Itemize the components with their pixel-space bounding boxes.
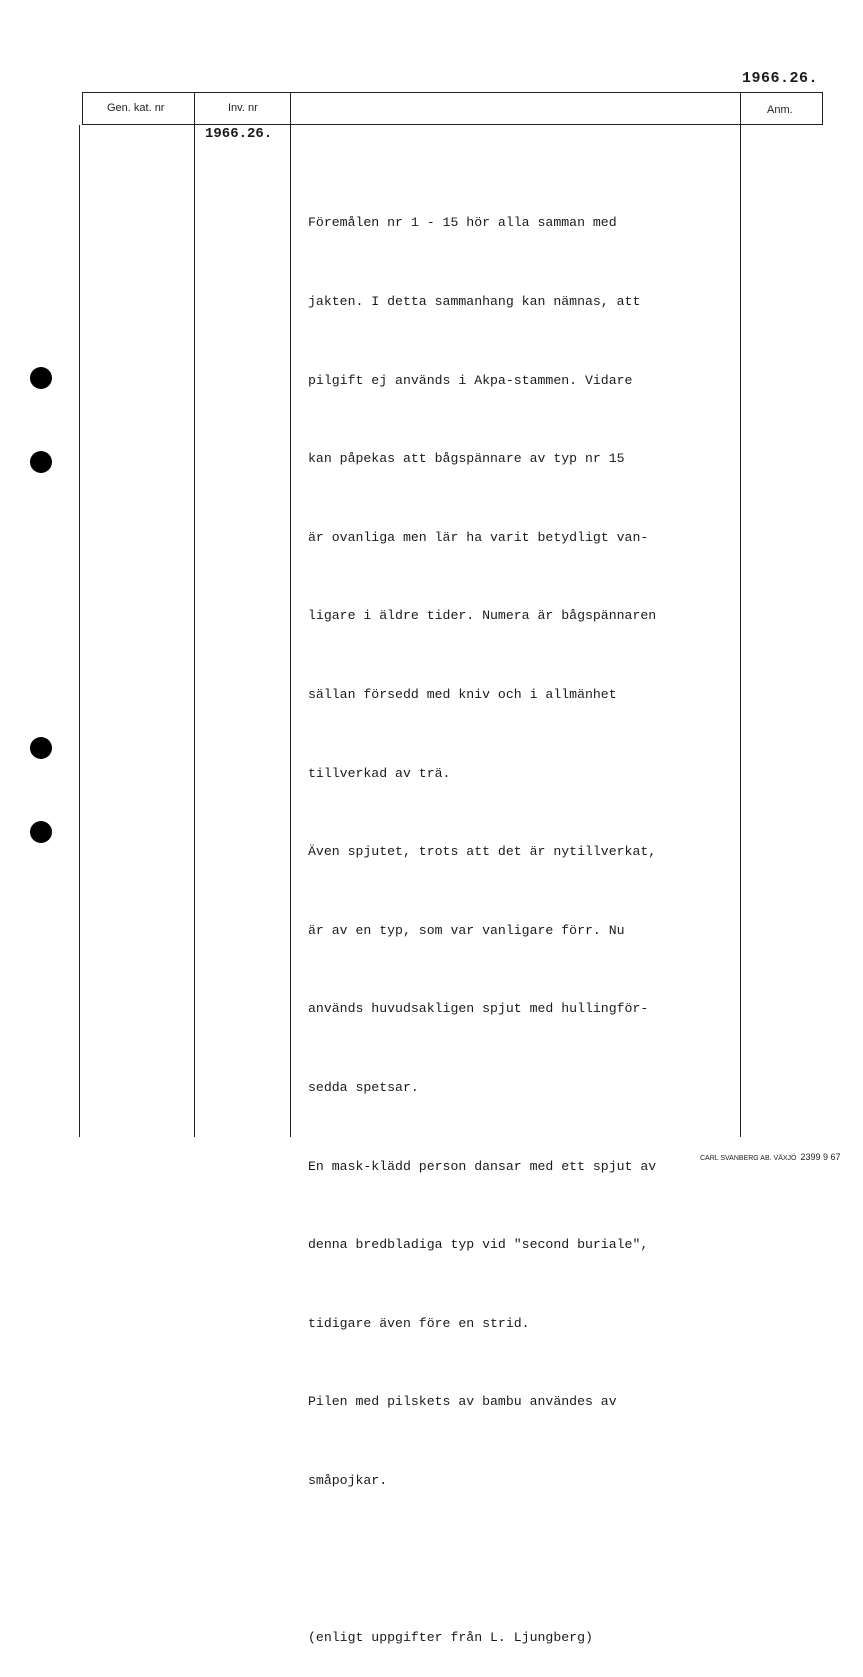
col-header-gen-kat: Gen. kat. nr <box>107 102 165 114</box>
header-inv-number: 1966.26. <box>742 70 819 87</box>
entry-inv-number: 1966.26. <box>205 126 273 142</box>
punch-hole <box>30 821 52 843</box>
col-divider-1 <box>194 92 195 1137</box>
text-line: Pilen med pilskets av bambu användes av <box>308 1394 617 1410</box>
source-line: (enligt uppgifter från L. Ljungberg) <box>308 1630 593 1646</box>
text-line: tillverkad av trä. <box>308 765 451 781</box>
text-line: används huvudsakligen spjut med hullingför- <box>308 1001 649 1017</box>
form-number: 2399 9 67 <box>800 1152 841 1162</box>
text-line: är av en typ, som var vanligare förr. Nu <box>308 922 625 938</box>
left-border <box>82 92 83 125</box>
text-line: Föremålen nr 1 - 15 hör alla samman med <box>308 215 617 231</box>
text-line: kan påpekas att bågspännare av typ nr 15 <box>308 451 625 467</box>
text-line: Även spjutet, trots att det är nytillverkat, <box>308 844 657 860</box>
left-margin-rule <box>79 125 80 1137</box>
text-line: tidigare även före en strid. <box>308 1315 530 1331</box>
col-header-anm: Anm. <box>767 104 793 116</box>
punch-hole <box>30 451 52 473</box>
entry-description <box>308 158 728 1677</box>
text-line: småpojkar. <box>308 1472 388 1488</box>
printer-footer <box>700 1152 841 1162</box>
text-line: sällan försedd med kniv och i allmänhet <box>308 686 617 702</box>
col-divider-3 <box>740 92 741 1137</box>
col-divider-2 <box>290 92 291 1137</box>
text-line: ligare i äldre tider. Numera är bågspännaren <box>308 608 657 624</box>
punch-hole <box>30 367 52 389</box>
right-border <box>822 92 823 125</box>
blank-line <box>308 1547 728 1573</box>
text-line: sedda spetsar. <box>308 1079 419 1095</box>
text-line: pilgift ej används i Akpa-stammen. Vidare <box>308 372 633 388</box>
col-header-inv: Inv. nr <box>228 102 258 114</box>
text-line: jakten. I detta sammanhang kan nämnas, att <box>308 294 641 309</box>
text-line: denna bredbladiga typ vid "second buriale", <box>308 1237 649 1253</box>
printer-name: CARL SVANBERG AB. VÄXJÖ <box>700 1155 797 1162</box>
text-line: En mask-klädd person dansar med ett spjut av <box>308 1158 657 1174</box>
text-line: är ovanliga men lär ha varit betydligt van- <box>308 529 649 545</box>
punch-hole <box>30 737 52 759</box>
